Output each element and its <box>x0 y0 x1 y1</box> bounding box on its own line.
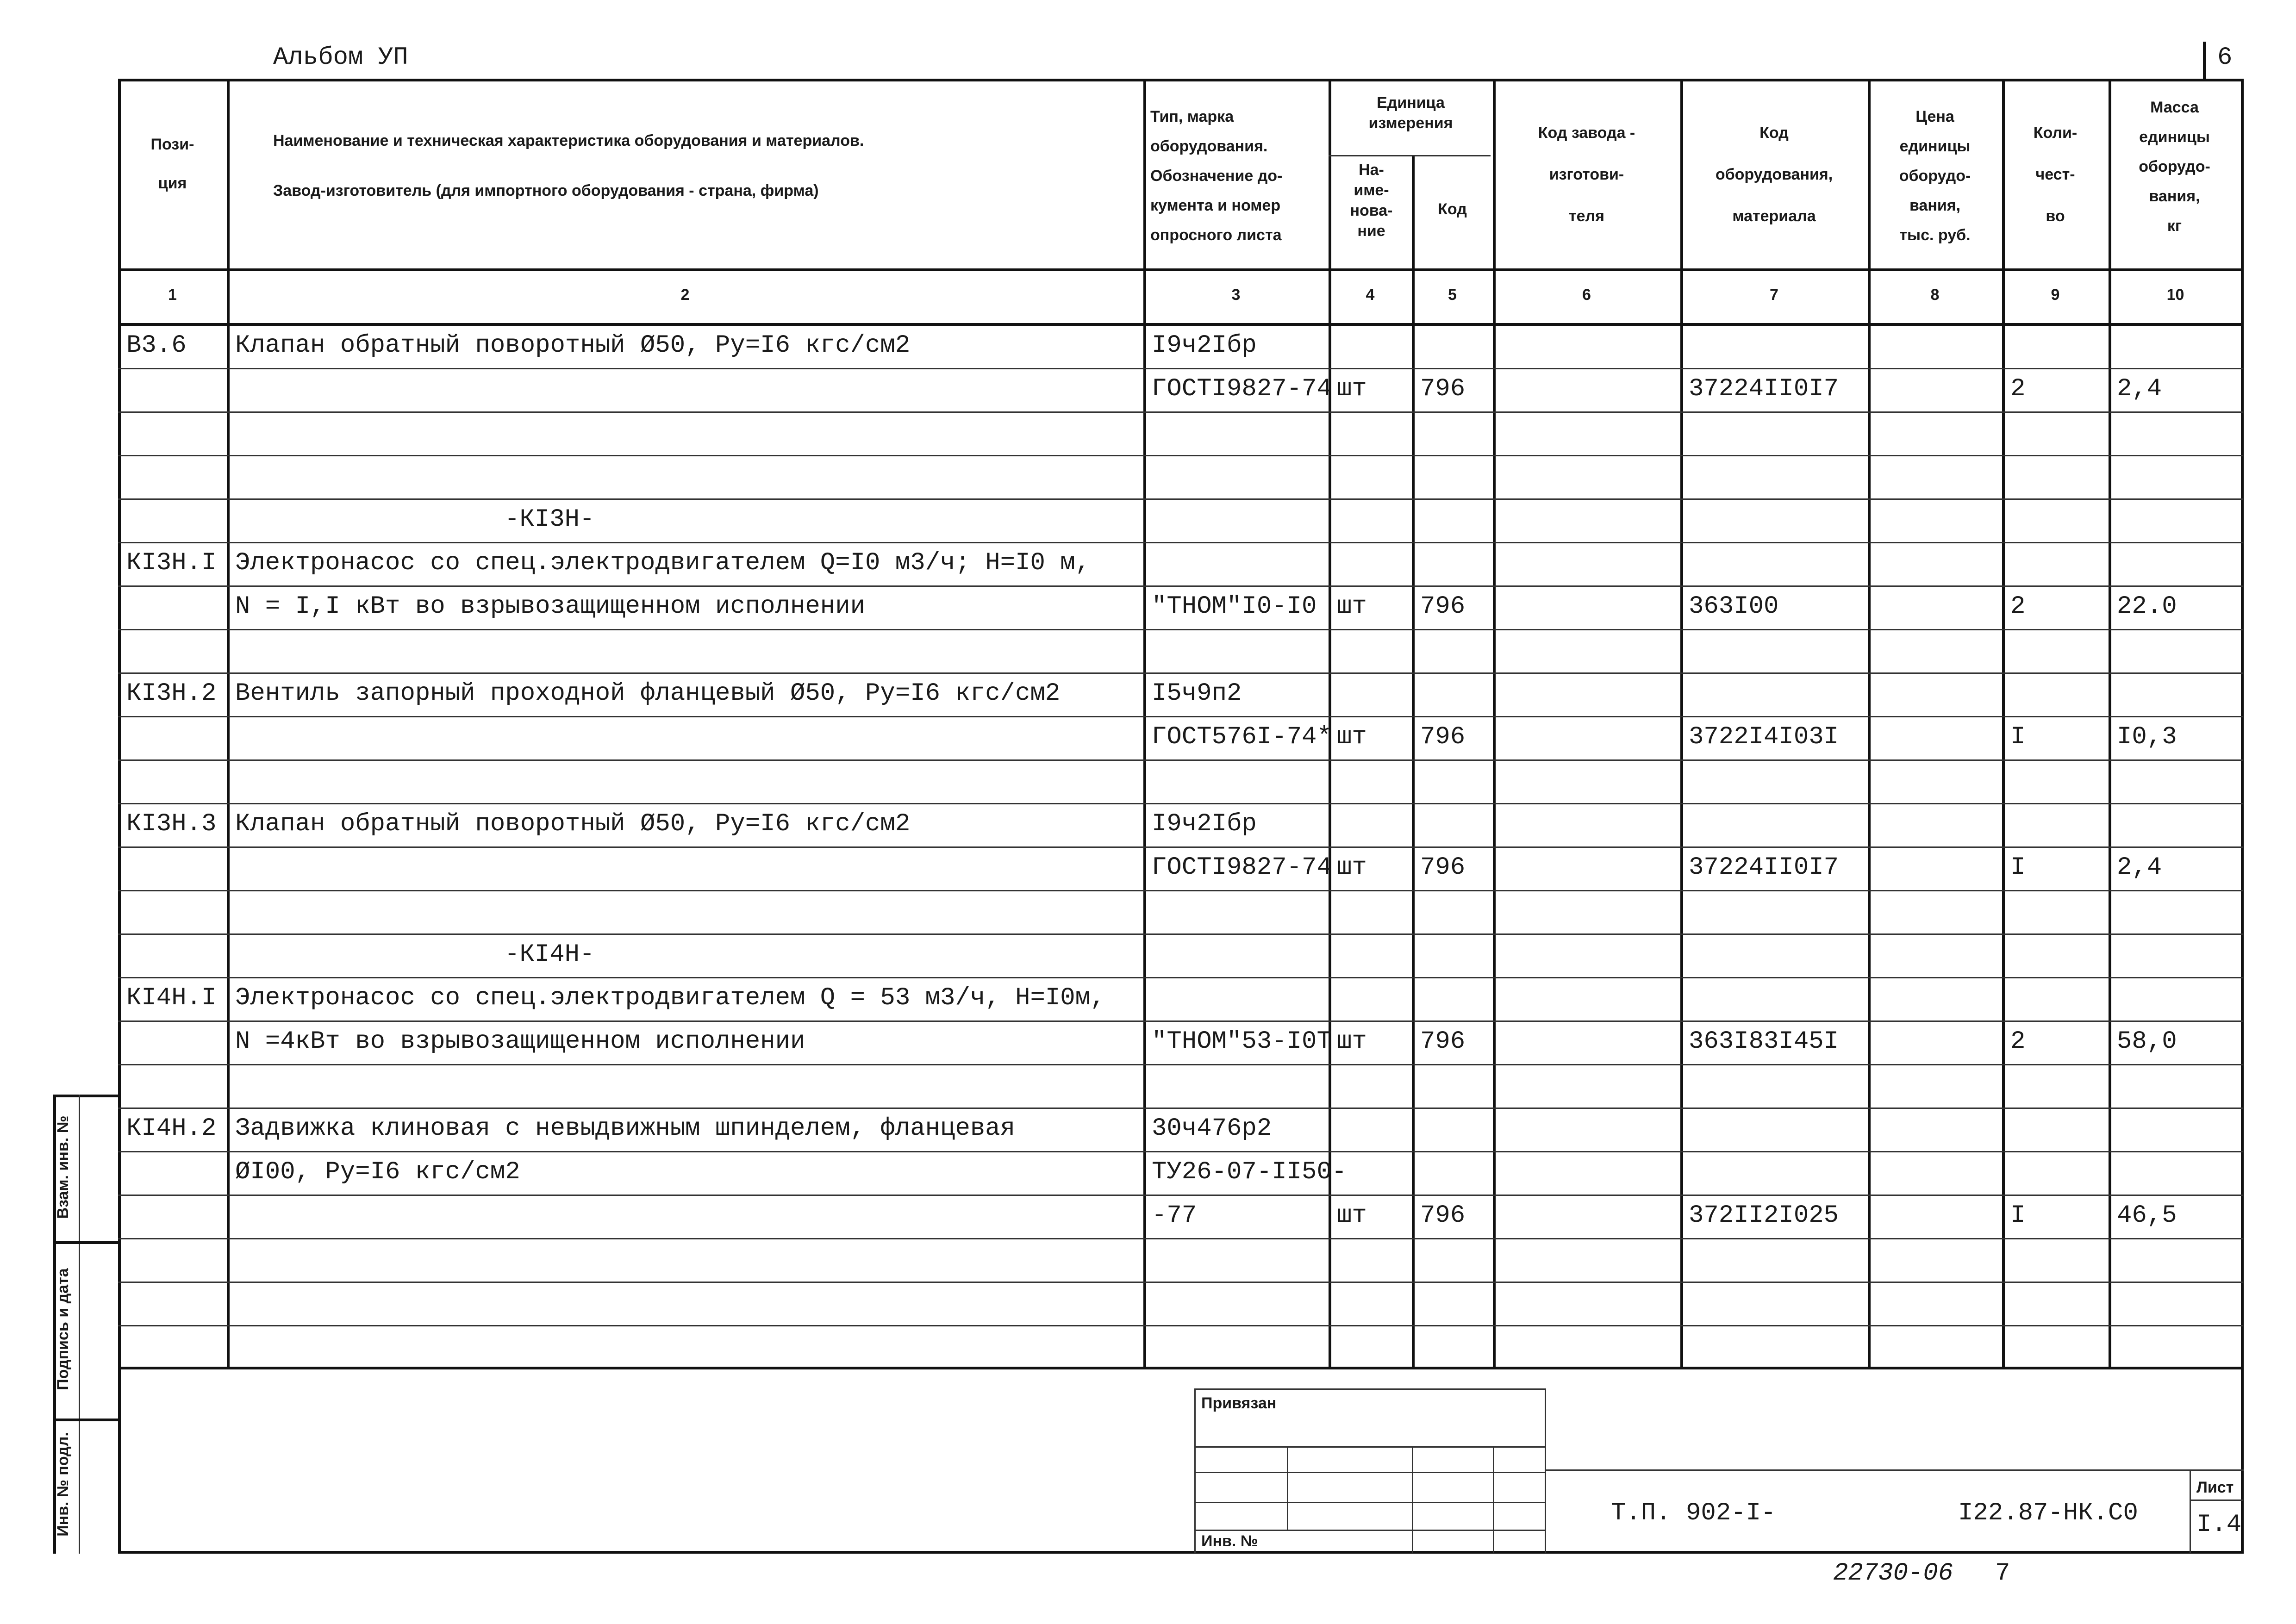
cell-mass: 46,5 <box>2117 1201 2177 1230</box>
row-line <box>118 1238 2243 1239</box>
list-box-left-line <box>2190 1469 2191 1553</box>
cell-name: Клапан обратный поворотный Ø50, Ру=I6 кгс/см2 <box>235 331 911 360</box>
album-label: Альбом УП <box>273 44 408 72</box>
cell-name: N = I,I кВт во взрывозащищенном исполнении <box>235 592 866 621</box>
cell-equip: 363I00 <box>1689 592 1779 621</box>
cell-name: ØI00, Ру=I6 кгс/см2 <box>235 1158 520 1186</box>
header-units-line2: измерения <box>1368 114 1453 132</box>
cell-type: ТУ26-07-II50- <box>1152 1158 1347 1186</box>
cell-name: Электронасос со спец.электродвигателем Q = 53 м3/ч, Н=I0м, <box>235 984 1105 1012</box>
header-price <box>1868 106 2002 255</box>
header-position-line1: Пози- <box>150 136 194 153</box>
colnum-bottom-line <box>118 323 2244 326</box>
column-number-9: 9 <box>2051 286 2060 304</box>
page-number: 7 <box>1995 1559 2010 1587</box>
doc-code-left: Т.П. 902-I- <box>1611 1499 1776 1527</box>
column-number-2: 2 <box>680 286 690 304</box>
column-number-5: 5 <box>1448 286 1457 304</box>
cell-pos: КI3Н.I <box>126 549 217 577</box>
cell-code: 796 <box>1420 592 1466 621</box>
archive-number: 22730-06 <box>1833 1559 1953 1587</box>
row-line <box>118 629 2243 630</box>
row-line <box>118 411 2243 413</box>
list-value: I.4 <box>2196 1511 2242 1539</box>
row-line <box>118 759 2243 761</box>
header-position-line2: ция <box>158 174 187 192</box>
column-number-4: 4 <box>1366 286 1375 304</box>
cell-qty: I <box>2010 853 2026 882</box>
privyazan-top-line <box>1194 1388 1546 1390</box>
table-bottom-line <box>118 1367 2244 1369</box>
header-unit-name-line3: нова- <box>1350 202 1393 219</box>
column-line-6 <box>1680 79 1683 1368</box>
stamp-col-line-1 <box>1287 1446 1288 1530</box>
header-units <box>1331 93 1491 133</box>
row-line <box>118 846 2243 848</box>
row-line <box>118 716 2243 717</box>
header-mass-line1: Масса <box>2150 99 2199 116</box>
cell-type: I9ч2Iбр <box>1152 331 1257 360</box>
cell-mass: 22.0 <box>2117 592 2177 621</box>
row-line <box>118 585 2243 587</box>
row-line <box>118 1282 2243 1283</box>
row-line <box>118 1020 2243 1022</box>
cell-qty: I <box>2010 1201 2026 1230</box>
column-number-8: 8 <box>1930 286 1940 304</box>
stamp-privyazan: Привязан <box>1201 1394 1277 1412</box>
side-column-top-line <box>53 1095 118 1097</box>
header-unit-code: Код <box>1438 200 1467 218</box>
header-unit-name <box>1331 160 1412 241</box>
cell-equip: 363I83I45I <box>1689 1027 1839 1056</box>
header-price-line4: вания, <box>1909 197 1961 214</box>
column-line-2 <box>1143 79 1146 1368</box>
column-number-10: 10 <box>2166 286 2184 304</box>
stamp-col-line-3 <box>1493 1446 1494 1553</box>
sheet-number: 6 <box>2217 44 2233 72</box>
units-subheader-line <box>1329 155 1491 156</box>
row-line <box>118 803 2243 804</box>
cell-unit: шт <box>1337 592 1367 621</box>
column-line-9 <box>2109 79 2111 1368</box>
cell-qty: 2 <box>2010 1027 2026 1056</box>
cell-unit: шт <box>1337 1027 1367 1056</box>
row-line <box>118 1064 2243 1065</box>
cell-type: ГОСТI9827-74 <box>1152 853 1332 882</box>
header-equip-line2: оборудования, <box>1715 166 1833 183</box>
side-label-vzam: Взам. инв. № <box>54 1115 72 1219</box>
cell-unit: шт <box>1337 853 1367 882</box>
header-quantity <box>2002 123 2109 248</box>
cell-name: -КI3Н- <box>505 505 595 534</box>
row-line <box>118 933 2243 935</box>
list-box-mid-line <box>2190 1500 2243 1501</box>
cell-equip: 37224II0I7 <box>1689 853 1839 882</box>
header-mass-line5: кг <box>2167 217 2182 235</box>
cell-unit: шт <box>1337 375 1367 403</box>
cell-mass: 2,4 <box>2117 853 2162 882</box>
cell-type: I5ч9п2 <box>1152 679 1242 708</box>
cell-equip: 37224II0I7 <box>1689 375 1839 403</box>
doc-code-right: I22.87-НК.С0 <box>1958 1499 2138 1527</box>
row-line <box>118 672 2243 674</box>
title-block-top-line <box>1545 1469 2244 1471</box>
column-number-6: 6 <box>1582 286 1591 304</box>
cell-pos: В3.6 <box>126 331 187 360</box>
row-line <box>118 890 2243 891</box>
cell-name: Вентиль запорный проходной фланцевый Ø50, Ру=I6 кгс/см2 <box>235 679 1061 708</box>
cell-name: Электронасос со спец.электродвигателем Q=I0 м3/ч; Н=I0 м, <box>235 549 1091 577</box>
row-line <box>118 1108 2243 1109</box>
cell-pos: КI3Н.3 <box>126 810 217 838</box>
header-type-line4: кумента и номер <box>1150 197 1281 214</box>
privyazan-left-line <box>1194 1388 1196 1553</box>
side-divider-1 <box>53 1241 118 1244</box>
header-price-line3: оборудо- <box>1899 167 1971 185</box>
header-mass-line3: оборудо- <box>2139 158 2210 175</box>
cell-name: -КI4Н- <box>505 940 595 969</box>
cell-type: I9ч2Iбр <box>1152 810 1257 838</box>
header-type-line2: оборудования. <box>1150 137 1268 155</box>
header-factory-line2: изготови- <box>1549 166 1624 183</box>
cell-code: 796 <box>1420 1027 1466 1056</box>
header-position <box>120 134 225 193</box>
sheet-number-divider <box>2203 42 2206 79</box>
cell-equip: 372II2I025 <box>1689 1201 1839 1230</box>
cell-name: Задвижка клиновая с невыдвижным шпинделем, фланцевая <box>235 1114 1016 1143</box>
cell-qty: 2 <box>2010 592 2026 621</box>
header-bottom-line <box>118 268 2244 271</box>
cell-name: Клапан обратный поворотный Ø50, Ру=I6 кгс/см2 <box>235 810 911 838</box>
side-label-inv: Инв. № подл. <box>54 1432 72 1537</box>
column-number-3: 3 <box>1231 286 1241 304</box>
header-mass-line2: единицы <box>2139 128 2210 146</box>
cell-pos: КI4Н.I <box>126 984 217 1012</box>
cell-unit: шт <box>1337 723 1367 751</box>
header-mass-line4: вания, <box>2149 187 2200 205</box>
row-line <box>118 455 2243 456</box>
row-line <box>118 542 2243 543</box>
cell-mass: 58,0 <box>2117 1027 2177 1056</box>
cell-code: 796 <box>1420 723 1466 751</box>
column-line-4 <box>1412 155 1415 1368</box>
header-name-line2: Завод-изготовитель (для импортного оборудования - страна, фирма) <box>273 182 819 199</box>
cell-code: 796 <box>1420 375 1466 403</box>
side-column-mid-line <box>79 1095 80 1554</box>
header-unit-name-line1: На- <box>1359 161 1384 179</box>
column-line-8 <box>2002 79 2005 1368</box>
cell-unit: шт <box>1337 1201 1367 1230</box>
cell-qty: 2 <box>2010 375 2026 403</box>
cell-mass: 2,4 <box>2117 375 2162 403</box>
cell-type: "ТНОМ"I0-I0 <box>1152 592 1317 621</box>
header-unit-name-line4: ние <box>1357 222 1385 240</box>
row-line <box>118 1151 2243 1152</box>
side-label-podpis: Подпись и дата <box>54 1268 72 1390</box>
header-type-line3: Обозначение до- <box>1150 167 1283 185</box>
row-line <box>118 1325 2243 1326</box>
frame-bottom-line <box>118 1551 2244 1554</box>
header-mass <box>2109 97 2240 245</box>
header-type-line5: опросного листа <box>1150 226 1282 244</box>
cell-equip: 3722I4I03I <box>1689 723 1839 751</box>
column-number-1: 1 <box>168 286 177 304</box>
row-line <box>118 498 2243 500</box>
header-unit-name-line2: име- <box>1354 181 1389 199</box>
header-quantity-line3: во <box>2046 207 2065 225</box>
header-type-line1: Тип, марка <box>1150 108 1234 125</box>
cell-type: ГОСТ576I-74* <box>1152 723 1332 751</box>
column-line-7 <box>1868 79 1871 1368</box>
list-label: Лист <box>2196 1479 2234 1496</box>
column-line-5 <box>1493 79 1496 1368</box>
header-name-line1: Наименование и техническая характеристика оборудования и материалов. <box>273 132 864 149</box>
header-factory-line1: Код завода - <box>1538 124 1635 142</box>
cell-type: 30ч476р2 <box>1152 1114 1272 1143</box>
header-equip-line3: материала <box>1732 207 1816 225</box>
header-price-line5: тыс. руб. <box>1899 226 1971 244</box>
row-line <box>118 1195 2243 1196</box>
header-units-line1: Единица <box>1377 94 1445 112</box>
column-number-7: 7 <box>1770 286 1778 304</box>
row-line <box>118 368 2243 369</box>
header-price-line1: Цена <box>1915 108 1954 125</box>
cell-type: -77 <box>1152 1201 1197 1230</box>
frame-top-line <box>118 79 2244 81</box>
cell-pos: КI4Н.2 <box>126 1114 217 1143</box>
cell-type: "ТНОМ"53-I0Т <box>1152 1027 1332 1056</box>
cell-code: 796 <box>1420 1201 1466 1230</box>
cell-qty: I <box>2010 723 2026 751</box>
header-factory-line3: теля <box>1569 207 1604 225</box>
cell-pos: КI3Н.2 <box>126 679 217 708</box>
cell-type: ГОСТI9827-74 <box>1152 375 1332 403</box>
stamp-inv-no: Инв. № <box>1201 1532 1258 1550</box>
header-quantity-line2: чест- <box>2035 166 2075 183</box>
cell-name: N =4кВт во взрывозащищенном исполнении <box>235 1027 805 1056</box>
cell-code: 796 <box>1420 853 1466 882</box>
header-equip-code <box>1680 123 1868 248</box>
header-factory-code <box>1493 123 1680 248</box>
header-type <box>1150 106 1326 255</box>
header-price-line2: единицы <box>1899 137 1971 155</box>
row-line <box>118 977 2243 978</box>
header-quantity-line1: Коли- <box>2033 124 2078 142</box>
column-line-1 <box>227 79 230 1368</box>
header-equip-line1: Код <box>1759 124 1789 142</box>
cell-mass: I0,3 <box>2117 723 2177 751</box>
stamp-col-line-2 <box>1412 1446 1413 1553</box>
